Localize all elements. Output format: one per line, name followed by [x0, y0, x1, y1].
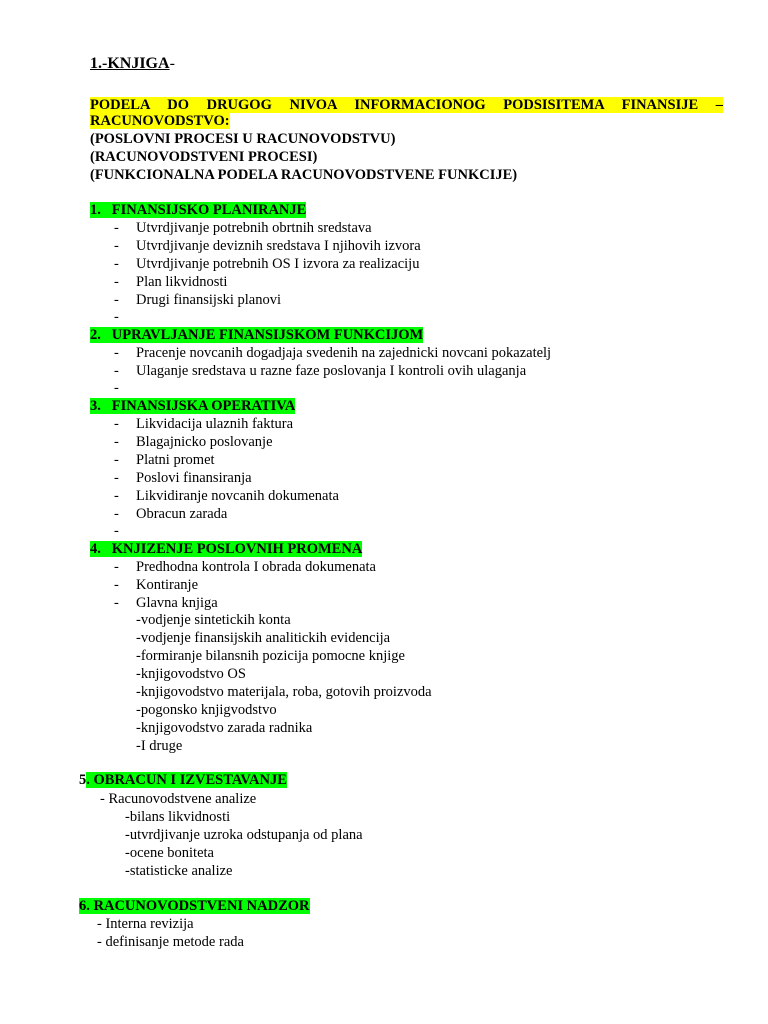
document-page: 1.-KNJIGA- PODELA DO DRUGOG NIVOA INFORMACIONOG PODSISITEMA FINANSIJE – RACUNOVODSTVO: (POSLOVNI PROCESI U RACUNOVODSTVU) (RACUNOVODSTVENI PROCESI) (FUNKCIONALNA PODELA RACUNOVODSTVENE FUNKCIJE) 1. FINANSIJSKO PLANIRANJE - Utvrdjivanje potrebnih obrtnih sredstava - Utvrdjivanje deviznih sredstava I njihovih izvora - Utvrdjivanje potrebnih OS I izvora za realizaciju - Plan likvidnosti - Drugi finansijski planovi - 2. UPRAVLJANJE FINANSIJSKOM FUNKCIJOM - Pracenje novcanih dogadjaja svedenih na zajednicki novcani pokazatelj - Ulaganje sredstava u razne faze poslovanja I kontroli ovih ulaganja - 3. FINANSIJSKA OPERATIVA - Likvidacija ulaznih faktura - Blagajnicko poslovanje - Platni promet - Poslovi finansiranja - Likvidiranje novcanih dokumenata - Obracun zarada - 4. KNJIZENJE POSLOVNIH PROMENA - Predhodna kontrola I obrada dokumenata - Kontiranje - Glavna knjiga -vodjenje sintetickih konta -vodjenje finansijskih analitickih evidencija -formiranje bilansnih pozicija pomocne knjige -knjigovodstvo OS -knjigovodstvo materijala, roba, gotovih proizvoda -pogonsko knjigvodstvo -knjigovodstvo zarada radnika -I druge 5. OBRACUN I IZVESTAVANJE - Racunovodstvene analize -bilans likvidnosti -utvrdjivanje uzroka odstupanja od plana -ocene boniteta -statisticke analize 6. RACUNOVODSTVENI NADZOR - Interna revizija - definisanje metode rada [79, 55, 723, 950]
section-6-heading: 6. RACUNOVODSTVENI NADZOR [79, 898, 310, 914]
intro-paren-3: (FUNKCIONALNA PODELA RACUNOVODSTVENE FUNKCIJE) [90, 167, 518, 183]
list-item: - Interna revizija [97, 916, 194, 932]
sub-list-item: -ocene boniteta [125, 845, 214, 861]
intro-paren-1: (POSLOVNI PROCESI U RACUNOVODSTVU) [90, 131, 396, 147]
list-item: - Racunovodstvene analize [100, 791, 257, 807]
title-suffix: - [169, 55, 175, 72]
sub-list-item: -I druge [136, 738, 183, 754]
list-item-empty: - [114, 523, 119, 539]
list-item: - definisanje metode rada [97, 934, 244, 950]
sub-list-item: -vodjenje finansijskih analitickih evidencija [136, 630, 391, 646]
sub-list-item: -bilans likvidnosti [125, 809, 231, 825]
sub-list-item: -pogonsko knjigvodstvo [136, 702, 277, 718]
section-1-heading: 1. FINANSIJSKO PLANIRANJE [90, 202, 307, 218]
section-2-heading: 2. UPRAVLJANJE FINANSIJSKOM FUNKCIJOM [90, 327, 424, 343]
intro-paren-2: (RACUNOVODSTVENI PROCESI) [90, 149, 318, 165]
title-text: 1.-KNJIGA [90, 55, 170, 72]
sub-list-item: -utvrdjivanje uzroka odstupanja od plana [125, 827, 363, 843]
list-item-empty: - [114, 309, 119, 325]
list-item-empty: - [114, 380, 119, 396]
sub-list-item: -statisticke analize [125, 863, 233, 879]
sub-list-item: -knjigovodstvo OS [136, 666, 246, 682]
sub-list-item: -formiranje bilansnih pozicija pomocne knjige [136, 648, 405, 664]
sub-list-item: -knjigovodstvo zarada radnika [136, 720, 313, 736]
intro-line-1: PODELA DO DRUGOG NIVOA INFORMACIONOG PODSISITEMA FINANSIJE – [90, 97, 723, 113]
sub-list-item: -knjigovodstvo materijala, roba, gotovih proizvoda [136, 684, 432, 700]
document-title [90, 55, 175, 73]
sub-list-item: -vodjenje sintetickih konta [136, 612, 291, 628]
section-4-heading: 4. KNJIZENJE POSLOVNIH PROMENA [90, 541, 363, 557]
section-3-heading: 3. FINANSIJSKA OPERATIVA [90, 398, 296, 414]
intro-line-2: RACUNOVODSTVO: [90, 113, 230, 129]
section-5-heading: 5. OBRACUN I IZVESTAVANJE [79, 772, 287, 788]
